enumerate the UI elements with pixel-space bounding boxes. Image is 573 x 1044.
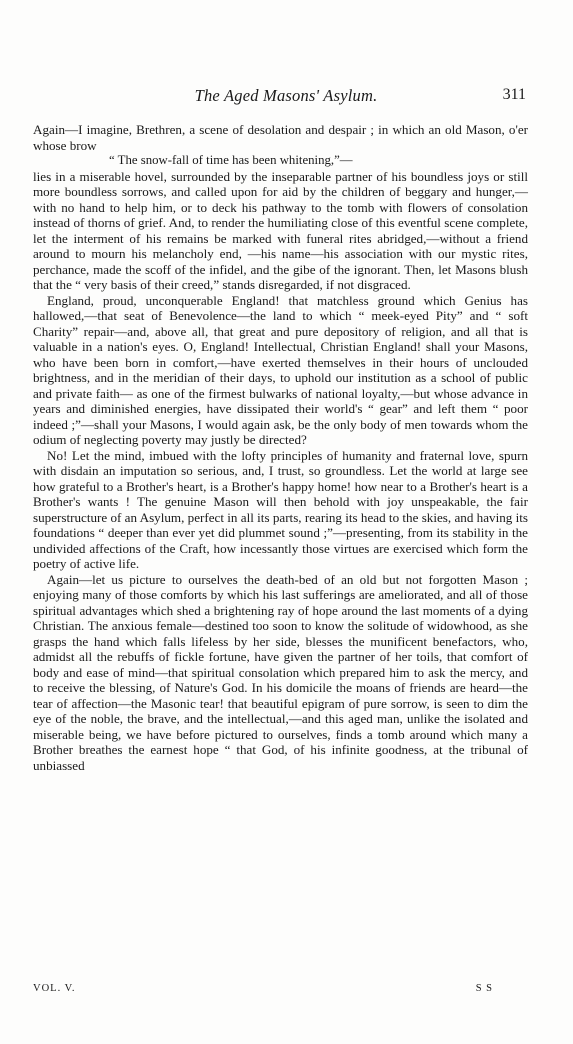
running-title: The Aged Masons' Asylum.: [194, 86, 378, 105]
paragraph: Again—I imagine, Brethren, a scene of desolation and despair ; in which an old Mason, o'er whose brow: [33, 122, 528, 153]
paragraph: Again—let us picture to ourselves the death-bed of an old but not forgotten Mason ; enjoying many of those comforts by which his last sufferings are ameliorated, and all of those spiritual advantages which shed a brightening ray of hope around the last moments of a dying Christian. The anxious female—destined too soon to know the solitude of widowhood, as she grasps the hand which falls lifeless by her side, blesses the munificent benefactors, who, admidst all the rebuffs of fickle fortune, have given the partner of her toils, that comfort of body and ease of mind—that spiritual consolation which prepared him to ask the mercy, and to receive the blessing, of Nature's God. In his domicile the moans of friends are heard—the tear of affection—the Masonic tear! that beautiful epigram of pure sorrow, is seen to dim the eye of the noble, the brave, and the intellectual,—and this aged man, unlike the isolated and miserable being, we have before pictured to ourselves, finds a tomb around which many a Brother breathes the earnest hope “ that God, of his infinite goodness, at the tribunal of unbiassed: [33, 571, 528, 773]
paragraph: No! Let the mind, imbued with the lofty principles of humanity and fraternal love, spurn with disdain an imputation so serious, and, I trust, so groundless. Let the world at large see how grateful to a Brother's heart, is a Brother's happy home! how near to a Brother's heart is a Brother's wants ! The genuine Mason will then behold with joy unspeakable, the fair superstructure of an Asylum, perfect in all its parts, rearing its head to the skies, and having its foundations “ deeper than ever yet did plummet sound ;”—presenting, from its stability in the undivided affections of the Craft, how incessantly those virtues are exercised which form the poetry of active life.: [33, 447, 528, 571]
signature-mark: S S: [475, 983, 493, 994]
volume-mark: VOL. V.: [33, 983, 76, 994]
paragraph: lies in a miserable hovel, surrounded by the inseparable partner of his boundless joys or still more boundless sorrows, and called upon for aid by the children of beggary and hunger,—with no hand to help him, or to deck his pathway to the tomb with flowers of consolation instead of thorns of grief. And, to render the humiliating close of this eventful scene complete, let the interment of his remains be marked with funeral rites abridged,—without a friend around to mourn his melancholy end, —his name—his association with our mystic rites, perchance, made the scoff of the infidel, and the gibe of the ignorant. Then, let Masons blush that the “ very basis of their creed,” stands disregarded, if not disgraced.: [33, 168, 528, 292]
verse-quotation: “ The snow-fall of time has been whitening,”—: [109, 153, 353, 167]
page-body: [33, 122, 528, 773]
paragraph: England, proud, unconquerable England! that matchless ground which Genius has hallowed,—that seat of Benevolence—the land to which “ meek-eyed Pity” and “ soft Charity” repair—and, above all, that great and pure depository of religion, and all that is valuable in a nation's eyes. O, England! Intellectual, Christian England! shall your Masons, who have been born in comfort,—have exerted themselves in their hours of unclouded brightness, and in the meridian of their days, to uphold our institution as a school of public and private faith— as one of the firmest bulwarks of national loyalty,—but whose advance in years and diminished energies, have dissipated their world's “ gear” and left them “ poor indeed ;”—shall your Masons, I would again ask, be the only body of men towards whom the odium of neglecting poverty may justly be directed?: [33, 292, 528, 447]
page-header: [40, 86, 532, 110]
page-footer: [33, 983, 493, 994]
page-number: 311: [502, 86, 526, 103]
